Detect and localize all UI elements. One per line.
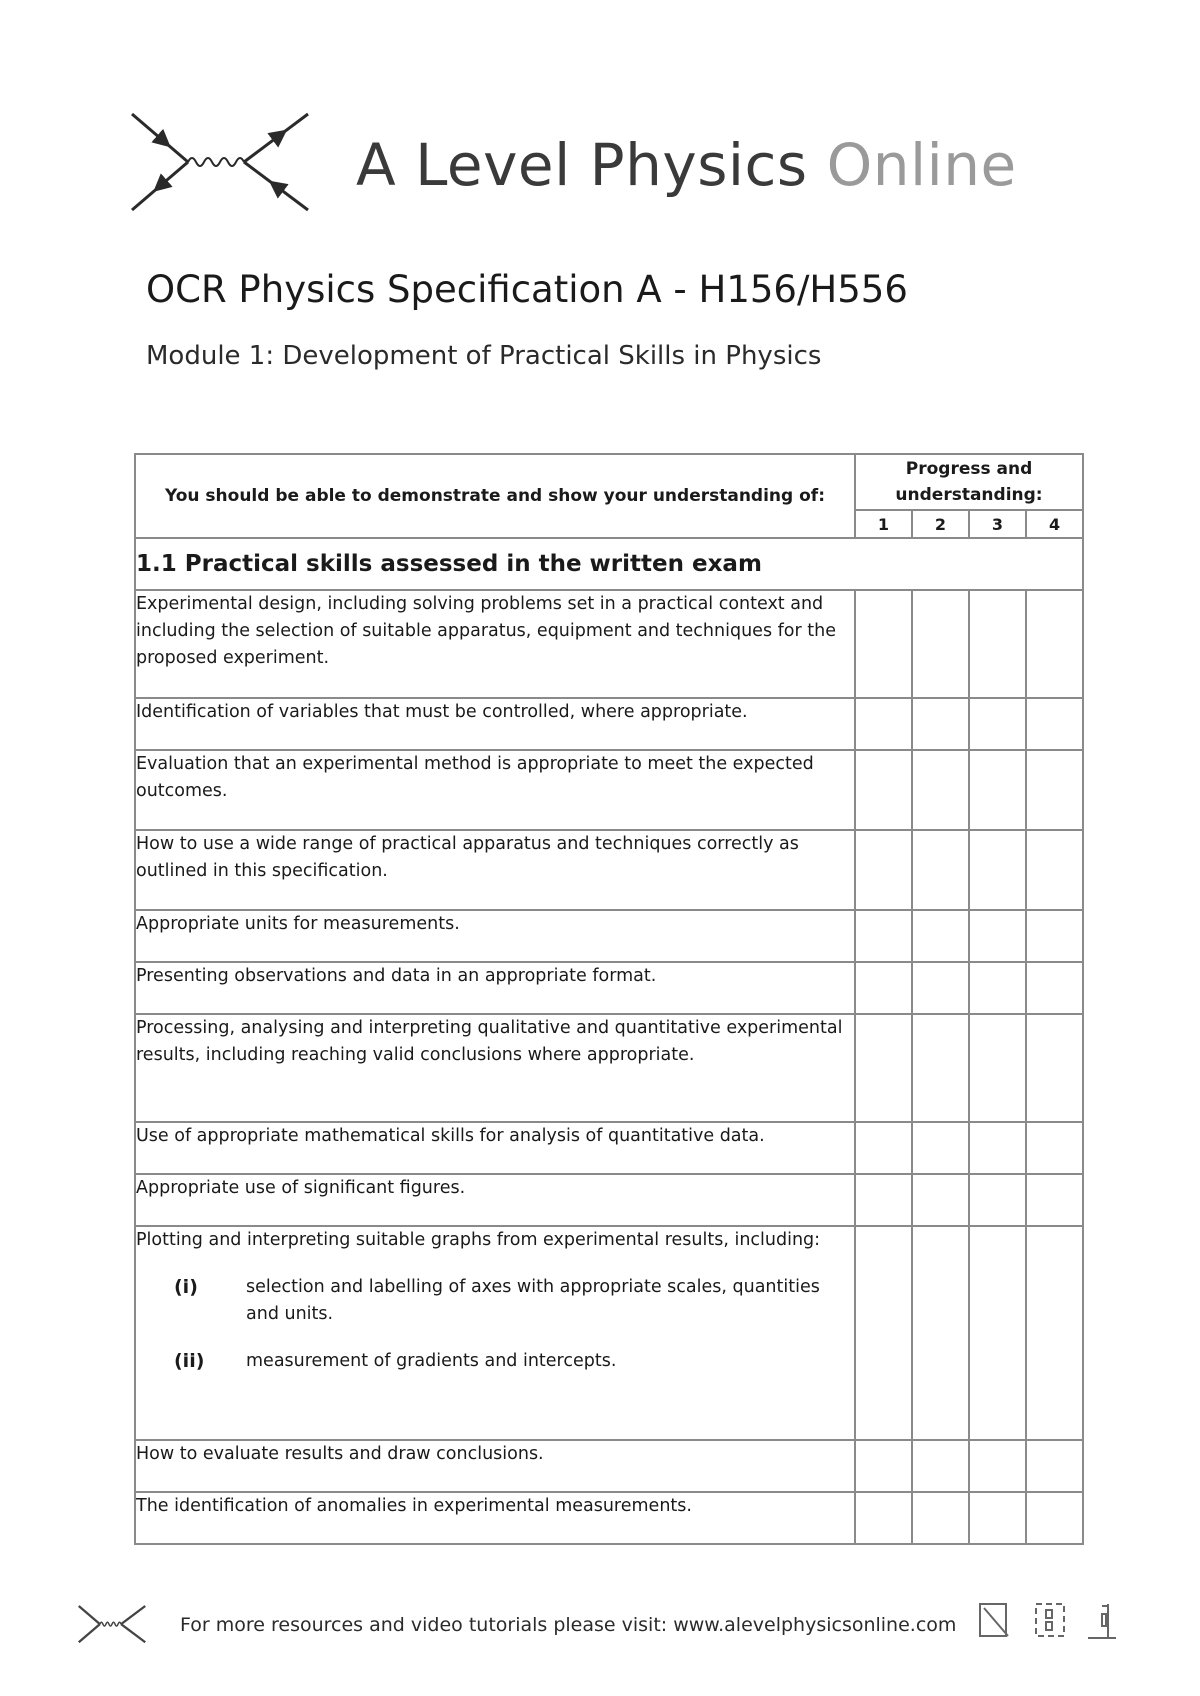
ramp-icon	[980, 1604, 1008, 1636]
score-box-4[interactable]	[1026, 698, 1083, 750]
score-box-2[interactable]	[912, 1174, 969, 1226]
score-box-3[interactable]	[969, 698, 1026, 750]
score-header-3: 3	[969, 510, 1026, 538]
skill-description: Presenting observations and data in an appropriate format.	[135, 962, 855, 1014]
score-box-2[interactable]	[912, 1440, 969, 1492]
score-box-3[interactable]	[969, 1492, 1026, 1544]
footer-text: For more resources and video tutorials please visit: www.alevelphysicsonline.com	[180, 1614, 957, 1636]
score-box-2[interactable]	[912, 1492, 969, 1544]
score-box-1[interactable]	[855, 1226, 912, 1440]
sub-item-text: measurement of gradients and intercepts.	[246, 1351, 617, 1371]
skill-description: Use of appropriate mathematical skills for analysis of quantitative data.	[135, 1122, 855, 1174]
section-row	[135, 538, 1083, 590]
table-row	[135, 1226, 1083, 1440]
sub-item-number: (i)	[174, 1276, 198, 1298]
score-header-2: 2	[912, 510, 969, 538]
score-box-3[interactable]	[969, 1122, 1026, 1174]
score-box-2[interactable]	[912, 910, 969, 962]
skill-description: Appropriate units for measurements.	[135, 910, 855, 962]
score-box-1[interactable]	[855, 698, 912, 750]
score-box-4[interactable]	[1026, 1492, 1083, 1544]
table-row	[135, 910, 1083, 962]
skill-description: How to use a wide range of practical apparatus and techniques correctly as outlined in this specification.	[135, 830, 855, 910]
score-box-4[interactable]	[1026, 1122, 1083, 1174]
score-box-3[interactable]	[969, 590, 1026, 698]
score-box-4[interactable]	[1026, 962, 1083, 1014]
skill-description: Experimental design, including solving problems set in a practical context and including the selection of suitable apparatus, equipment and techniques for the proposed experiment.	[135, 590, 855, 698]
sub-item	[136, 1348, 854, 1375]
section-title: 1.1 Practical skills assessed in the written exam	[135, 538, 1083, 590]
score-box-3[interactable]	[969, 750, 1026, 830]
brand-name-dark: A Level Physics	[356, 131, 808, 199]
score-box-4[interactable]	[1026, 1440, 1083, 1492]
sub-item-text: selection and labelling of axes with appropriate scales, quantities and units.	[246, 1277, 820, 1324]
table-row	[135, 962, 1083, 1014]
score-box-4[interactable]	[1026, 750, 1083, 830]
score-box-1[interactable]	[855, 750, 912, 830]
score-header-4: 4	[1026, 510, 1083, 538]
skill-description: Identification of variables that must be controlled, where appropriate.	[135, 698, 855, 750]
score-box-4[interactable]	[1026, 1174, 1083, 1226]
skills-checklist-table	[134, 453, 1084, 1545]
score-box-1[interactable]	[855, 962, 912, 1014]
score-box-4[interactable]	[1026, 590, 1083, 698]
sub-item	[136, 1274, 854, 1328]
table-row	[135, 1122, 1083, 1174]
score-box-4[interactable]	[1026, 910, 1083, 962]
score-box-2[interactable]	[912, 1226, 969, 1440]
feynman-diagram-footer-icon	[78, 1603, 146, 1649]
table-row	[135, 750, 1083, 830]
skill-description: Evaluation that an experimental method is appropriate to meet the expected outcomes.	[135, 750, 855, 830]
score-box-3[interactable]	[969, 1174, 1026, 1226]
progress-column-header: Progress and understanding:	[855, 454, 1083, 510]
score-box-3[interactable]	[969, 1440, 1026, 1492]
score-box-3[interactable]	[969, 962, 1026, 1014]
table-row	[135, 1014, 1083, 1122]
score-box-4[interactable]	[1026, 1226, 1083, 1440]
stand-icon	[1088, 1604, 1116, 1638]
score-box-1[interactable]	[855, 1492, 912, 1544]
score-box-2[interactable]	[912, 590, 969, 698]
skill-description: The identification of anomalies in experimental measurements.	[135, 1492, 855, 1544]
score-box-3[interactable]	[969, 1226, 1026, 1440]
score-box-1[interactable]	[855, 1122, 912, 1174]
score-box-2[interactable]	[912, 1122, 969, 1174]
skill-description: Processing, analysing and interpreting qualitative and quantitative experimental results, including reaching valid conclusions where appropriate.	[135, 1014, 855, 1122]
score-box-4[interactable]	[1026, 1014, 1083, 1122]
description-column-header: You should be able to demonstrate and show your understanding of:	[135, 454, 855, 538]
score-box-3[interactable]	[969, 830, 1026, 910]
brand-wordmark	[356, 130, 1017, 200]
score-box-1[interactable]	[855, 910, 912, 962]
table-row	[135, 830, 1083, 910]
score-box-1[interactable]	[855, 1014, 912, 1122]
module-subtitle: Module 1: Development of Practical Skills in Physics	[146, 341, 822, 371]
score-box-3[interactable]	[969, 1014, 1026, 1122]
table-row	[135, 1440, 1083, 1492]
score-box-4[interactable]	[1026, 830, 1083, 910]
brand-name-light: Online	[826, 131, 1017, 199]
score-box-1[interactable]	[855, 1174, 912, 1226]
score-box-1[interactable]	[855, 830, 912, 910]
score-box-3[interactable]	[969, 910, 1026, 962]
score-header-1: 1	[855, 510, 912, 538]
document-title: OCR Physics Specification A - H156/H556	[146, 268, 908, 311]
skill-description: How to evaluate results and draw conclusions.	[135, 1440, 855, 1492]
table-row	[135, 1174, 1083, 1226]
table-row	[135, 1492, 1083, 1544]
score-box-2[interactable]	[912, 750, 969, 830]
score-box-1[interactable]	[855, 590, 912, 698]
graphs-skill-description	[135, 1226, 855, 1440]
score-box-2[interactable]	[912, 962, 969, 1014]
graphs-intro: Plotting and interpreting suitable graphs from experimental results, including:	[136, 1230, 821, 1250]
score-box-2[interactable]	[912, 830, 969, 910]
apparatus-icons	[978, 1600, 1118, 1642]
table-row	[135, 698, 1083, 750]
sub-item-number: (ii)	[174, 1350, 205, 1372]
score-box-2[interactable]	[912, 1014, 969, 1122]
skill-description: Appropriate use of significant figures.	[135, 1174, 855, 1226]
score-box-1[interactable]	[855, 1440, 912, 1492]
feynman-diagram-logo-icon	[130, 112, 310, 222]
score-box-2[interactable]	[912, 698, 969, 750]
table-row	[135, 590, 1083, 698]
circuit-icon	[1036, 1604, 1064, 1636]
